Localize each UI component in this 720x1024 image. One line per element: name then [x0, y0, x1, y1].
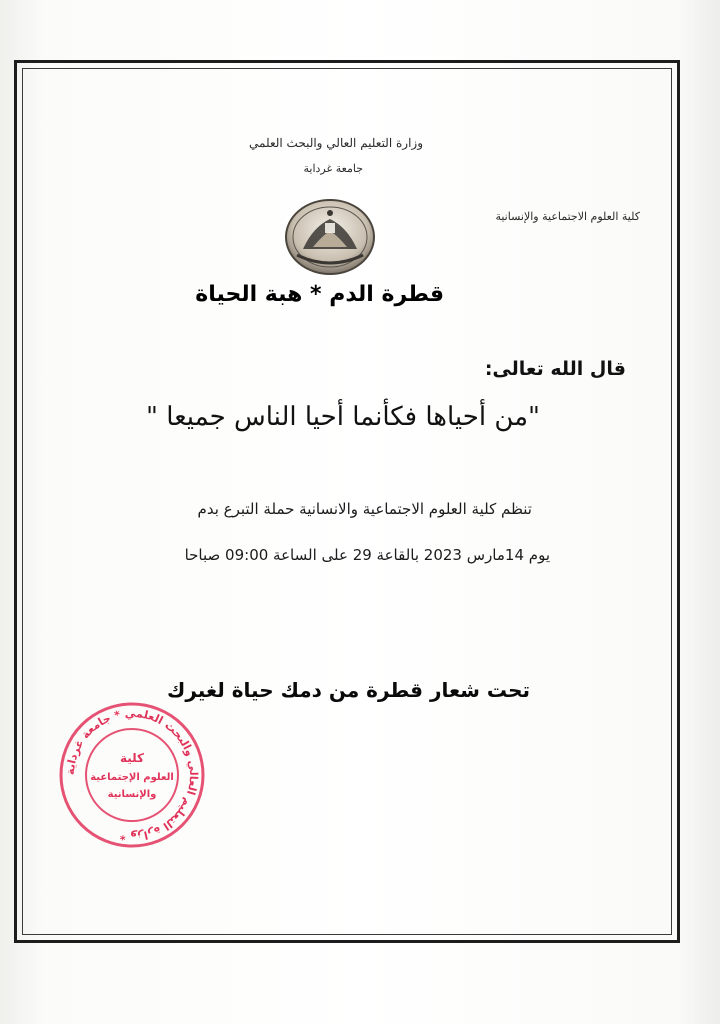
page-title: قطرة الدم * هبة الحياة	[195, 282, 444, 307]
announcement-text: تنظم كلية العلوم الاجتماعية والانسانية حملة التبرع بدم	[197, 500, 532, 518]
official-stamp-icon	[57, 700, 207, 850]
ministry-header: وزارة التعليم العالي والبحث العلمي	[249, 136, 423, 150]
event-date-line: يوم 14مارس 2023 بالقاعة 29 على الساعة 09:00 صباحا	[184, 546, 550, 564]
stamp-center-line3: والإنسانية	[107, 789, 157, 800]
stamp-ring-text: وزارة التعليم العالي والبحث العلمي * جامعة غرداية *	[63, 706, 201, 844]
stamp-center-line2: العلوم الإجتماعية	[90, 772, 174, 783]
quran-verse: "من أحياها فكأنما أحيا الناس جميعا "	[146, 402, 540, 432]
university-seal-icon	[283, 197, 377, 277]
faculty-name: كلية العلوم الاجتماعية والإنسانية	[495, 210, 640, 223]
quote-intro: قال الله تعالى:	[484, 358, 626, 380]
university-name: جامعة غرداية	[303, 162, 363, 175]
campaign-slogan: تحت شعار قطرة من دمك حياة لغيرك	[167, 678, 530, 702]
stamp-center-line1: كلية	[119, 751, 145, 765]
